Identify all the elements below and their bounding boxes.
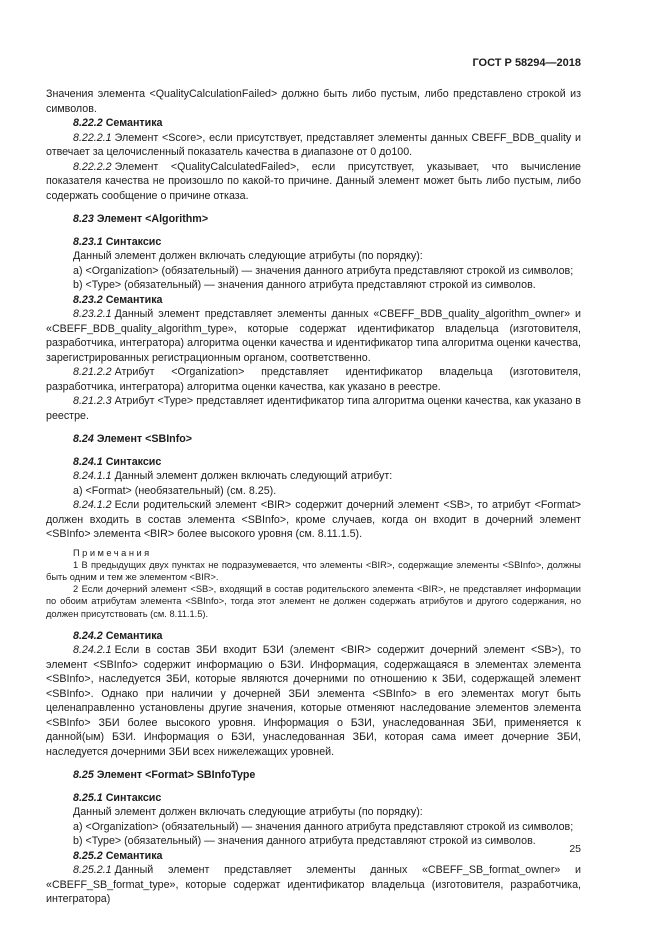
document-body [46,87,581,907]
paragraph [46,469,581,484]
clause-number: 8.22.2.1 [73,131,112,144]
subsection-heading [46,849,581,864]
clause-number: 8.23.1 [73,235,103,248]
clause-number: 8.24.2 [73,629,103,642]
subsection-heading [46,116,581,131]
clause-number: 8.24.1.1 [73,470,112,482]
clause-number: 8.24.2.1 [73,644,112,657]
clause-number: 8.22.2.2 [73,160,112,173]
section-heading [46,768,581,783]
list-item [46,264,581,279]
text: a) <Organization> (обязательный) — значения данного атрибута представляют строкой из символов; [73,264,574,277]
text: b) <Type> (обязательный) — значения данного атрибута представляют строкой из символов. [73,835,536,848]
paragraph [46,643,581,759]
section-heading [46,212,581,227]
clause-number: 8.25.2.1 [73,864,112,877]
text: Если родительский элемент <BIR> содержит дочерний элемент <SB>, то атрибут <Format> должен входить в состав элемента <SBInfo>, кроме случаев, когда он входит в дочерний элемент <SBInfo> элемента <BIR> более высокого уровня (см. 8.11.1.5). [46,499,581,540]
text: Семантика [105,849,163,862]
clause-number: 8.24.1.2 [73,499,112,511]
text: Элемент <Algorithm> [96,213,209,225]
paragraph [46,394,581,423]
clause-number: 8.21.2.2 [73,366,112,378]
text: Примечания [73,547,152,558]
paragraph [46,805,581,820]
subsection-heading [46,235,581,250]
list-item [46,834,581,849]
document-content [46,57,581,907]
text: Данный элемент представляет элементы данных «CBEFF_SB_format_owner» и «CBEFF_SB_format_type», которые содержат идентификатор владельца (изготовителя, разработчика, интегратора) [46,864,581,906]
text: b) <Type> (обязательный) — значения данного атрибута представляют строкой из символов. [73,279,536,291]
subsection-heading [46,455,581,470]
text: Атрибут <Type> представляет идентификатор типа алгоритма оценки качества, как указано в реестре. [46,395,581,422]
notes-label [46,547,581,559]
clause-number: 8.24.1 [73,455,103,468]
text: Элемент <Score>, если присутствует, представляет элементы данных CBEFF_BDB_quality и отвечает за целочисленный показатель качества в диапазоне от 0 до100. [46,131,581,158]
clause-number: 8.25.2 [73,849,103,862]
text: Семантика [105,117,163,129]
clause-number: 8.21.2.3 [73,395,112,407]
text: 2 Если дочерний элемент <SB>, входящий в состав родительского элемента <BIR>, не представляет информации по обоим атрибутам элемента <SBInfo>, тогда этот элемент не должен содержать атрибутов и другого содержания, но должен присутствовать (см. 8.11.1.5). [46,584,581,619]
section-heading [46,432,581,447]
text: Синтаксис [105,235,162,248]
subsection-heading [46,791,581,806]
text: Синтаксис [105,791,162,804]
clause-number: 8.23.2 [73,293,103,306]
paragraph [46,249,581,264]
page-header [46,57,581,70]
text: Если в состав ЗБИ входит БЗИ (элемент <BIR> содержит дочерний элемент <SB>), то элемент <SBInfo> содержит информацию о БЗИ. Информация, содержащаяся в элементах элемента <SBInfo>, наследуется ЗБИ, которые являются дочерними по отношению к ЗБИ, содержащей элемент <SBInfo>. Однако при наличии у дочерней ЗБИ элемента <SBInfo> в его элементах могут быть целенаправленно установлены другие значения, которые отменяют наследование элементов элемента <SBInfo> ЗБИ более высокого уровня. Информация о БЗИ, унаследованная ЗБИ, применяется к данной(ым) БЗИ. Информация о БЗИ, унаследованная ЗБИ, которая сама имеет дочерние ЗБИ, наследуется дочерними ЗБИ всех нижележащих уровней. [46,644,581,758]
subsection-heading [46,293,581,308]
list-item [46,484,581,499]
text: Элемент <Format> SBInfoType [96,769,256,782]
clause-number: 8.23.2.1 [73,308,112,320]
clause-number: 8.23 [73,213,94,225]
paragraph [46,498,581,542]
text: Семантика [105,629,163,642]
clause-number: 8.25.1 [73,791,103,804]
note-item [46,559,581,583]
text: Атрибут <Organization> представляет идентификатор владельца (изготовителя, разработчика, интегратора) алгоритма оценки качества, как указано в реестре. [46,366,581,393]
list-item [46,820,581,835]
text: a) <Format> (необязательный) (см. 8.25). [73,484,277,497]
text: a) <Organization> (обязательный) — значения данного атрибута представляют строкой из символов; [73,820,574,833]
note-item [46,583,581,620]
text: Данный элемент должен включать следующие атрибуты (по порядку): [73,806,423,819]
text: Данный элемент представляет элементы данных «CBEFF_BDB_quality_algorithm_owner» и «CBEFF_BDB_quality_algorithm_type», которые содержат идентификатор владельца (изготовителя, разработчика, интегратора) алгоритма оценки качества и идентификатор типа алгоритма оценки качества, зарегистрированных регистрационным органом, соответственно. [46,308,581,364]
list-item [46,278,581,293]
text: 1 В предыдущих двух пунктах не подразумевается, что элементы <BIR>, содержащие элементы <SBInfo>, должны быть одним и тем же элементом <BIR>. [46,559,581,582]
text: Элемент <SBInfo> [96,433,193,445]
text: Синтаксис [105,455,162,468]
clause-number: 8.22.2 [73,117,103,129]
paragraph [46,131,581,160]
text: Семантика [105,293,163,306]
clause-number: 8.25 [73,769,94,782]
doc-code: ГОСТ Р 58294—2018 [472,57,581,69]
clause-number: 8.24 [73,433,94,445]
paragraph [46,160,581,204]
paragraph [46,365,581,394]
paragraph [46,307,581,365]
page-number: 25 [569,843,581,855]
text: Данный элемент должен включать следующий атрибут: [114,470,393,482]
paragraph [46,87,581,116]
text: Элемент <QualityCalculatedFailed>, если присутствует, указывает, что вычисление показателя качества не произошло по какой-то причине. Данный элемент может быть либо пустым, либо содержать сообщение о причине отказа. [46,160,581,202]
text: Значения элемента <QualityCalculationFailed> должно быть либо пустым, либо представлено строкой из символов. [46,88,581,115]
subsection-heading [46,629,581,644]
paragraph [46,863,581,907]
text: Данный элемент должен включать следующие атрибуты (по порядку): [73,250,423,262]
